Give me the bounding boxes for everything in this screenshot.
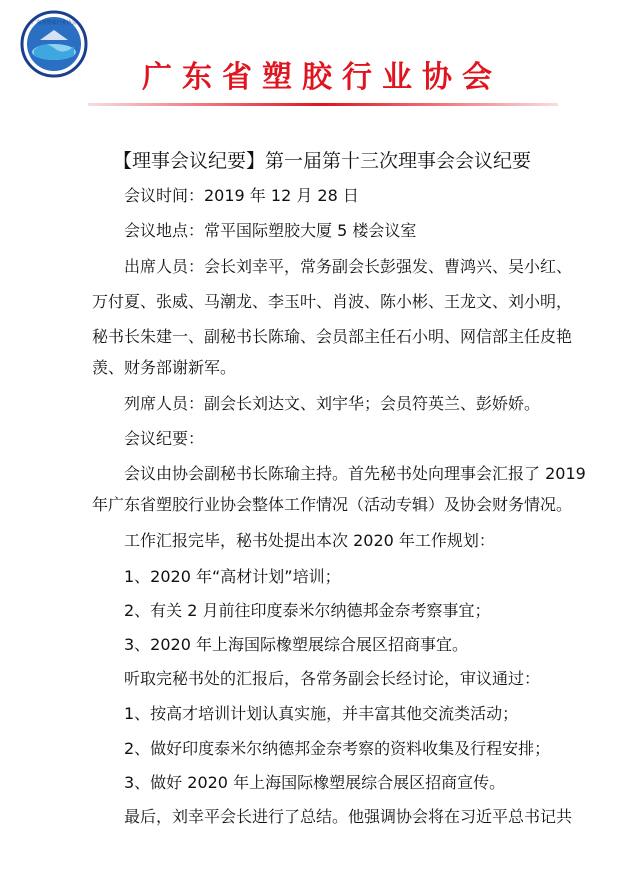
work-plan-intro: 工作汇报完毕，秘书处提出本次 2020 年工作规划： <box>124 531 495 550</box>
paragraph-1-line-1: 会议由协会副秘书长陈瑜主持。首先秘书处向理事会汇报了 2019 <box>124 464 586 483</box>
organization-name: 广东省塑胶行业协会 <box>142 60 502 95</box>
resolution-item-1: 1、按高才培训计划认真实施，并丰富其他交流类活动； <box>124 704 519 723</box>
logo-lettering: 广东省塑胶行业协会 <box>31 20 77 26</box>
attendees-line-1: 出席人员：会长刘幸平，常务副会长彭强发、曹鸿兴、吴小红、 <box>124 257 573 276</box>
attendees-line-2: 万付夏、张威、马潮龙、李玉叶、肖波、陈小彬、王龙文、刘小明， <box>92 292 573 311</box>
closing-line: 最后，刘幸平会长进行了总结。他强调协会将在习近平总书记共 <box>124 807 573 826</box>
plan-item-1: 1、2020 年“高材计划”培训； <box>124 567 341 586</box>
resolution-item-3: 3、做好 2020 年上海国际橡塑展综合展区招商宣传。 <box>124 773 506 792</box>
attendees-line-4: 羡、财务部谢新军。 <box>92 358 237 377</box>
minutes-heading: 会议纪要： <box>124 429 205 448</box>
paragraph-1-line-2: 年广东省塑胶行业协会整体工作情况（活动专辑）及协会财务情况。 <box>92 495 573 514</box>
resolution-item-2: 2、做好印度泰米尔纳德邦金奈考察的资料收集及行程安排； <box>124 739 551 758</box>
document-title: 【理事会议纪要】第一届第十三次理事会会议纪要 <box>112 150 531 172</box>
header-divider <box>88 103 558 106</box>
plan-item-2: 2、有关 2 月前往印度泰米尔纳德邦金奈考察事宜； <box>124 601 491 620</box>
plan-item-3: 3、2020 年上海国际橡塑展综合展区招商事宜。 <box>124 635 468 654</box>
observers: 列席人员：副会长刘达文、刘宇华；会员符英兰、彭娇娇。 <box>124 394 541 413</box>
resolution-intro: 听取完秘书处的汇报后，各常务副会长经讨论，审议通过： <box>124 669 541 688</box>
meeting-location: 会议地点：常平国际塑胶大厦 5 楼会议室 <box>124 221 417 240</box>
meeting-time: 会议时间：2019 年 12 月 28 日 <box>124 186 359 205</box>
attendees-line-3: 秘书长朱建一、副秘书长陈瑜、会员部主任石小明、网信部主任皮艳 <box>92 327 573 346</box>
